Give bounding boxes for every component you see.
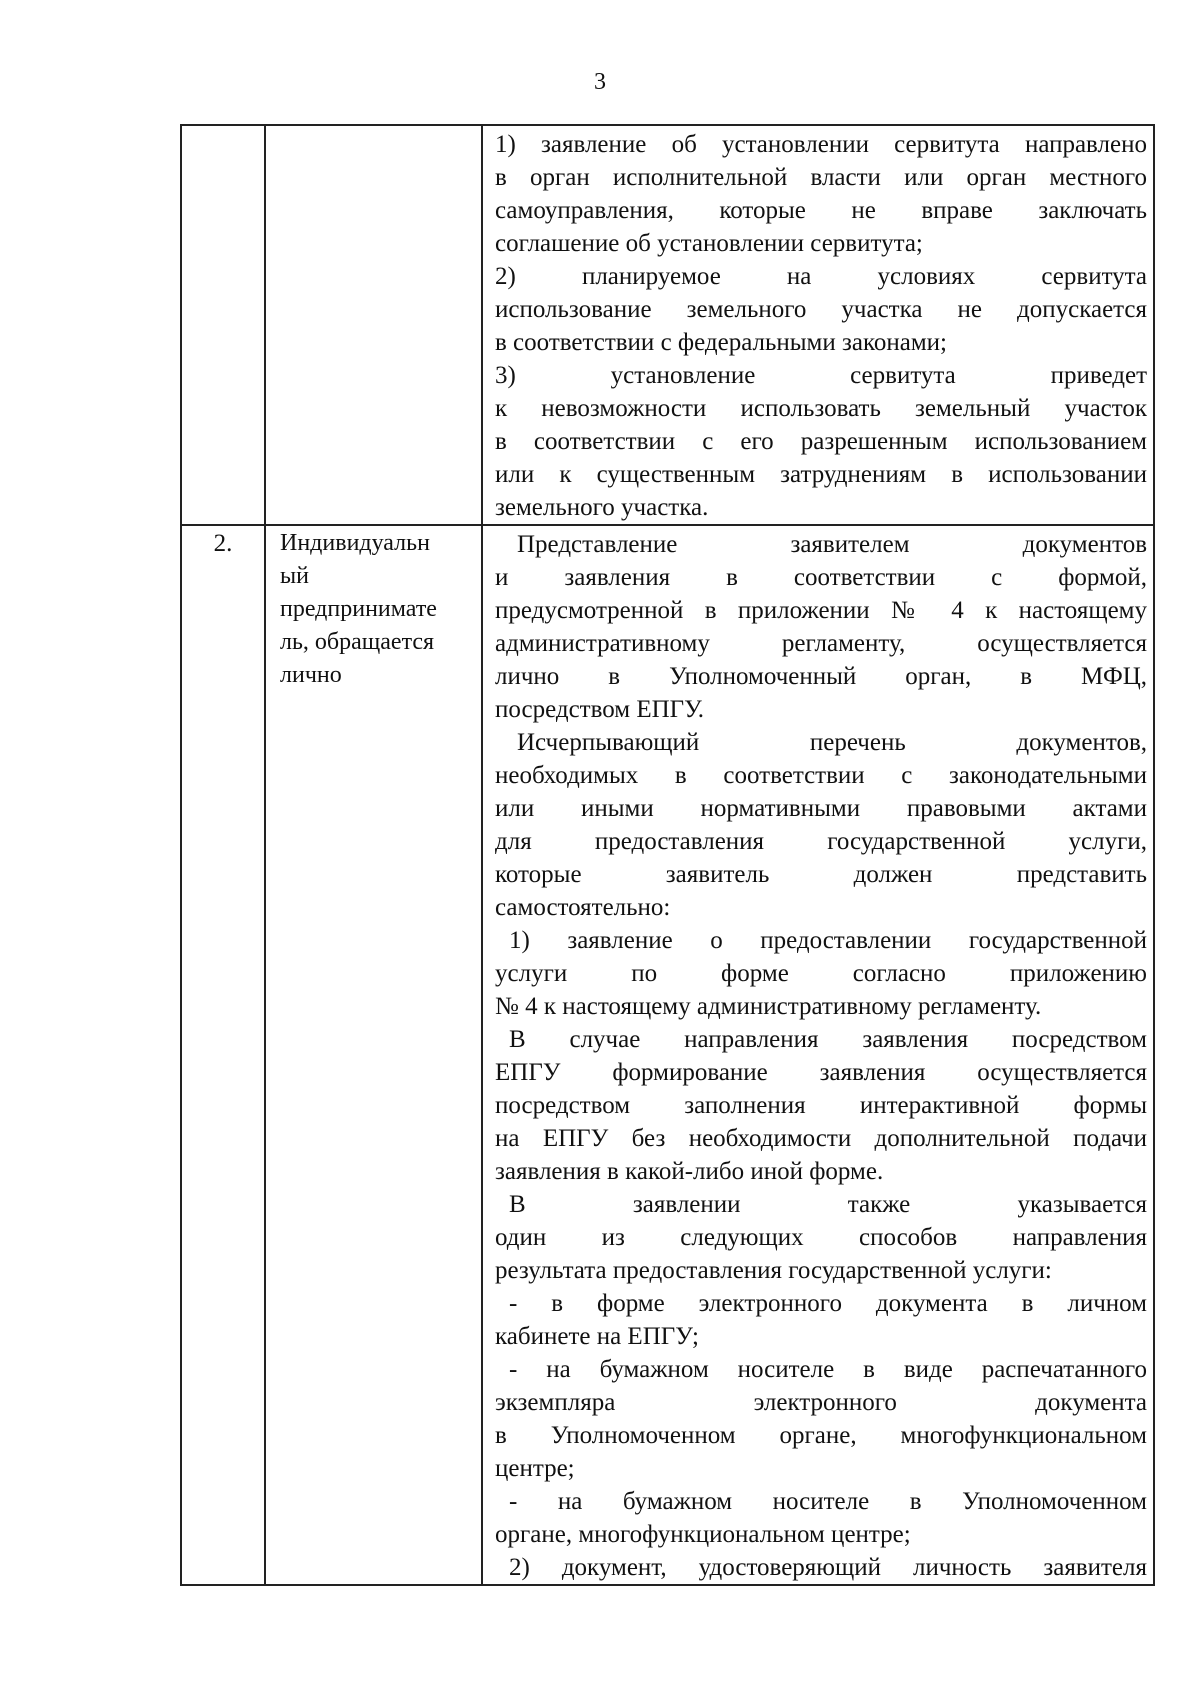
page-number: 3	[594, 69, 606, 95]
text-line: самоуправления, которые не вправе заключать	[495, 197, 1147, 224]
document-table	[180, 124, 1155, 1586]
text-line: для предоставления государственной услуги,	[495, 828, 1147, 855]
text-line: на ЕПГУ без необходимости дополнительной подачи	[495, 1125, 1147, 1152]
text-line: кабинете на ЕПГУ;	[495, 1323, 699, 1350]
text-line: - на бумажном носителе в виде распечатанного	[509, 1356, 1147, 1383]
text-line: в орган исполнительной власти или орган местного	[495, 164, 1147, 191]
text-line: 1) заявление об установлении сервитута направлено	[495, 131, 1147, 158]
text-line: предусмотренной в приложении № 4 к настоящему	[495, 597, 1147, 624]
table-row	[181, 125, 1154, 525]
text-line: центре;	[495, 1455, 575, 1482]
text-line: или к существенным затруднениям в использовании	[495, 461, 1147, 488]
text-line: В заявлении также указывается	[509, 1191, 1147, 1218]
text-line: и заявления в соответствии с формой,	[495, 564, 1147, 591]
row-number-cell	[181, 125, 265, 525]
text-line: которые заявитель должен представить	[495, 861, 1147, 888]
text-line: соглашение об установлении сервитута;	[495, 230, 923, 257]
text-line: один из следующих способов направления	[495, 1224, 1147, 1251]
applicant-text-line: предпринимате	[280, 596, 437, 622]
text-line: использование земельного участка не допускается	[495, 296, 1147, 323]
text-line: услуги по форме согласно приложению	[495, 960, 1147, 987]
text-line: Исчерпывающий перечень документов,	[517, 729, 1147, 756]
text-line: В случае направления заявления посредством	[509, 1026, 1147, 1053]
text-line: в соответствии с его разрешенным использованием	[495, 428, 1147, 455]
text-line: в Уполномоченном органе, многофункциональном	[495, 1422, 1147, 1449]
text-line: лично в Уполномоченный орган, в МФЦ,	[495, 663, 1147, 690]
text-line: посредством ЕПГУ.	[495, 696, 704, 723]
requirements-cell	[482, 125, 1154, 525]
text-line: административному регламенту, осуществляется	[495, 630, 1147, 657]
text-line: в соответствии с федеральными законами;	[495, 329, 947, 356]
applicant-cell	[265, 525, 482, 1585]
text-line: заявления в какой-либо иной форме.	[495, 1158, 884, 1185]
text-line: органе, многофункциональном центре;	[495, 1521, 911, 1548]
table-row	[181, 525, 1154, 1585]
text-line: результата предоставления государственной услуги:	[495, 1257, 1052, 1284]
text-line: земельного участка.	[495, 494, 709, 521]
text-line: - в форме электронного документа в личном	[509, 1290, 1147, 1317]
applicant-text-line: ый	[280, 563, 309, 589]
text-line: 1) заявление о предоставлении государственной	[509, 927, 1147, 954]
text-line: - на бумажном носителе в Уполномоченном	[509, 1488, 1147, 1515]
applicant-text-line: лично	[280, 662, 342, 688]
applicant-text-line: ль, обращается	[280, 629, 435, 655]
text-line: самостоятельно:	[495, 894, 671, 921]
text-line: к невозможности использовать земельный участок	[495, 395, 1147, 422]
text-line: или иными нормативными правовыми актами	[495, 795, 1147, 822]
text-line: № 4 к настоящему административному регламенту.	[495, 993, 1042, 1020]
text-line: экземпляра электронного документа	[495, 1389, 1147, 1416]
applicant-cell	[265, 125, 482, 525]
text-line: 3) установление сервитута приведет	[495, 362, 1147, 389]
row-number-cell: 2.	[181, 525, 265, 1585]
text-line: Представление заявителем документов	[517, 531, 1147, 558]
applicant-text-line: Индивидуальн	[280, 530, 430, 556]
requirements-cell	[482, 525, 1154, 1585]
text-line: посредством заполнения интерактивной формы	[495, 1092, 1147, 1119]
text-line: необходимых в соответствии с законодательными	[495, 762, 1147, 789]
text-line: ЕПГУ формирование заявления осуществляется	[495, 1059, 1147, 1086]
text-line: 2) документ, удостоверяющий личность заявителя	[509, 1554, 1147, 1581]
text-line: 2) планируемое на условиях сервитута	[495, 263, 1147, 290]
